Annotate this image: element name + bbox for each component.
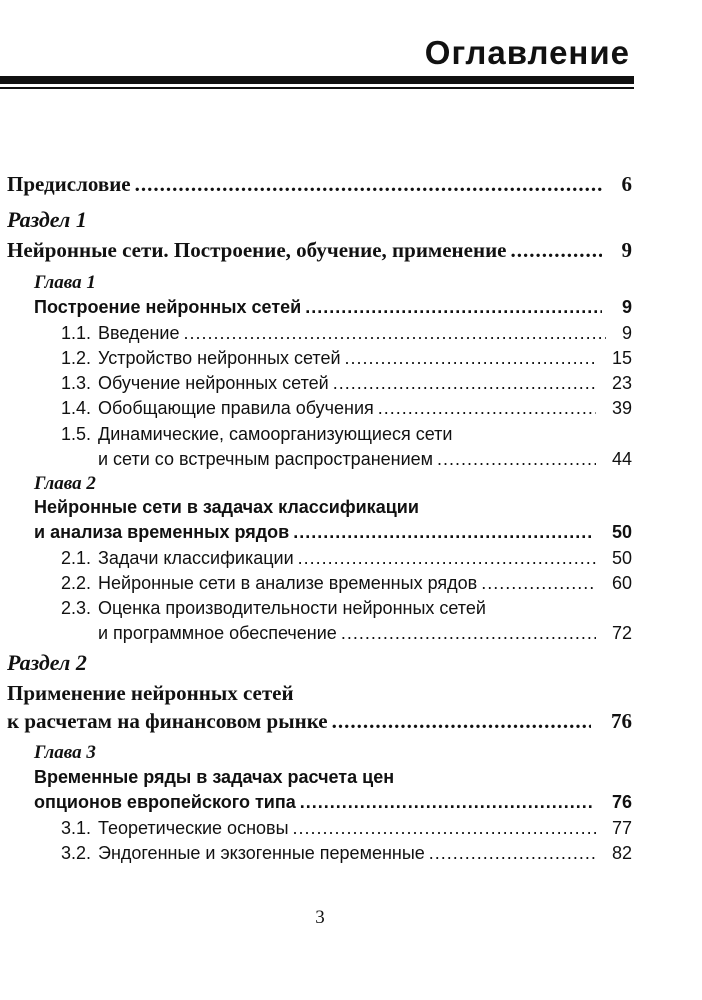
toc-entry-page: 23 — [611, 373, 632, 393]
section-title: Нейронные сети в анализе временных рядов — [98, 573, 478, 593]
toc-leader-dots — [135, 172, 602, 197]
toc-entry-part1[interactable] — [7, 238, 632, 263]
toc-entry-chapter3[interactable] — [34, 792, 632, 813]
section-title: Динамические, самоорганизующиеся сети — [98, 424, 453, 444]
header-rule-thin — [0, 87, 634, 89]
toc-entry-section[interactable] — [61, 398, 632, 419]
toc-entry-section[interactable] — [61, 548, 632, 569]
toc-entry-section[interactable] — [61, 818, 632, 839]
toc-entry-page: 6 — [621, 172, 632, 196]
chapter-title-first-line[interactable]: Временные ряды в задачах расчета цен — [34, 767, 395, 787]
toc-entry-section[interactable] — [61, 348, 632, 369]
toc-entry-title: опционов европейского типа — [34, 792, 296, 812]
toc-leader-dots — [481, 573, 596, 594]
toc-leader-dots — [333, 373, 596, 394]
toc-leader-dots — [293, 522, 592, 543]
toc-leader-dots — [378, 398, 596, 419]
section-number: 1.1. — [61, 323, 92, 343]
toc-leader-dots — [305, 297, 602, 318]
section-number: 1.3. — [61, 373, 92, 393]
toc-entry-title: Построение нейронных сетей — [34, 297, 302, 317]
toc-entry-page: 60 — [611, 573, 632, 593]
toc-entry-page: 39 — [611, 398, 632, 418]
toc-entry-section[interactable] — [61, 843, 632, 864]
section-number: 2.1. — [61, 548, 92, 568]
toc-entry-preface[interactable] — [7, 172, 632, 197]
toc-leader-dots — [341, 623, 596, 644]
section-number: 3.2. — [61, 843, 92, 863]
chapter-label: Глава 3 — [34, 742, 96, 763]
toc-entry-page: 15 — [611, 348, 632, 368]
page-title: Оглавление — [424, 34, 630, 71]
section-title-continued: и программное обеспечение — [98, 623, 337, 643]
chapter-label: Глава 1 — [34, 272, 96, 293]
toc-entry-page: 50 — [611, 548, 632, 568]
toc-entry-page: 9 — [621, 297, 632, 317]
toc-leader-dots — [332, 709, 591, 734]
toc-entry-page: 82 — [611, 843, 632, 863]
section-title: Оценка производительности нейронных сетей — [98, 598, 486, 618]
section-number: 2.2. — [61, 573, 92, 593]
toc-entry-page: 44 — [611, 449, 632, 469]
toc-entry-page: 77 — [611, 818, 632, 838]
chapter-label: Глава 2 — [34, 473, 96, 494]
toc-entry-part2[interactable] — [7, 709, 632, 734]
section-title: Задачи классификации — [98, 548, 294, 568]
toc-entry-page: 76 — [611, 709, 632, 733]
part-label: Раздел 1 — [7, 207, 87, 232]
section-number: 3.1. — [61, 818, 92, 838]
toc-leader-dots — [300, 792, 592, 813]
section-title: Обобщающие правила обучения — [98, 398, 374, 418]
toc-leader-dots — [298, 548, 596, 569]
toc-entry-chapter1[interactable] — [34, 297, 632, 318]
toc-entry-section-first-line[interactable] — [61, 424, 452, 445]
toc-entry-title: и анализа временных рядов — [34, 522, 290, 542]
toc-entry-title: Нейронные сети. Построение, обучение, применение — [7, 238, 507, 262]
toc-leader-dots — [429, 843, 596, 864]
toc-entry-page: 76 — [611, 792, 632, 812]
section-title: Устройство нейронных сетей — [98, 348, 341, 368]
toc-leader-dots — [184, 323, 606, 344]
toc-leader-dots — [293, 818, 596, 839]
toc-leader-dots — [437, 449, 596, 470]
toc-entry-section[interactable] — [61, 573, 632, 594]
section-title: Обучение нейронных сетей — [98, 373, 329, 393]
header-rule-thick — [0, 76, 634, 84]
part-label: Раздел 2 — [7, 650, 87, 675]
toc-entry-section[interactable] — [98, 623, 632, 644]
toc-leader-dots — [511, 238, 602, 263]
section-number: 2.3. — [61, 598, 92, 618]
part-title-first-line[interactable]: Применение нейронных сетей — [7, 681, 294, 705]
chapter-title-first-line[interactable]: Нейронные сети в задачах классификации — [34, 497, 419, 517]
section-title: Теоретические основы — [98, 818, 289, 838]
toc-entry-section[interactable] — [61, 323, 632, 344]
toc-entry-title: Предисловие — [7, 172, 131, 196]
toc-entry-page: 50 — [611, 522, 632, 542]
section-title-continued: и сети со встречным распространением — [98, 449, 434, 469]
section-number: 1.2. — [61, 348, 92, 368]
page-number: 3 — [315, 907, 325, 928]
toc-leader-dots — [345, 348, 596, 369]
toc-entry-page: 9 — [621, 238, 632, 262]
toc-entry-title: к расчетам на финансовом рынке — [7, 709, 328, 733]
toc-entry-section[interactable] — [61, 373, 632, 394]
section-number: 1.4. — [61, 398, 92, 418]
section-title: Эндогенные и экзогенные переменные — [98, 843, 425, 863]
section-number: 1.5. — [61, 424, 92, 444]
toc-entry-chapter2[interactable] — [34, 522, 632, 543]
toc-entry-section-first-line[interactable] — [61, 598, 486, 619]
toc-entry-page: 72 — [611, 623, 632, 643]
toc-entry-page: 9 — [621, 323, 632, 343]
section-title: Введение — [98, 323, 180, 343]
toc-entry-section[interactable] — [98, 449, 632, 470]
